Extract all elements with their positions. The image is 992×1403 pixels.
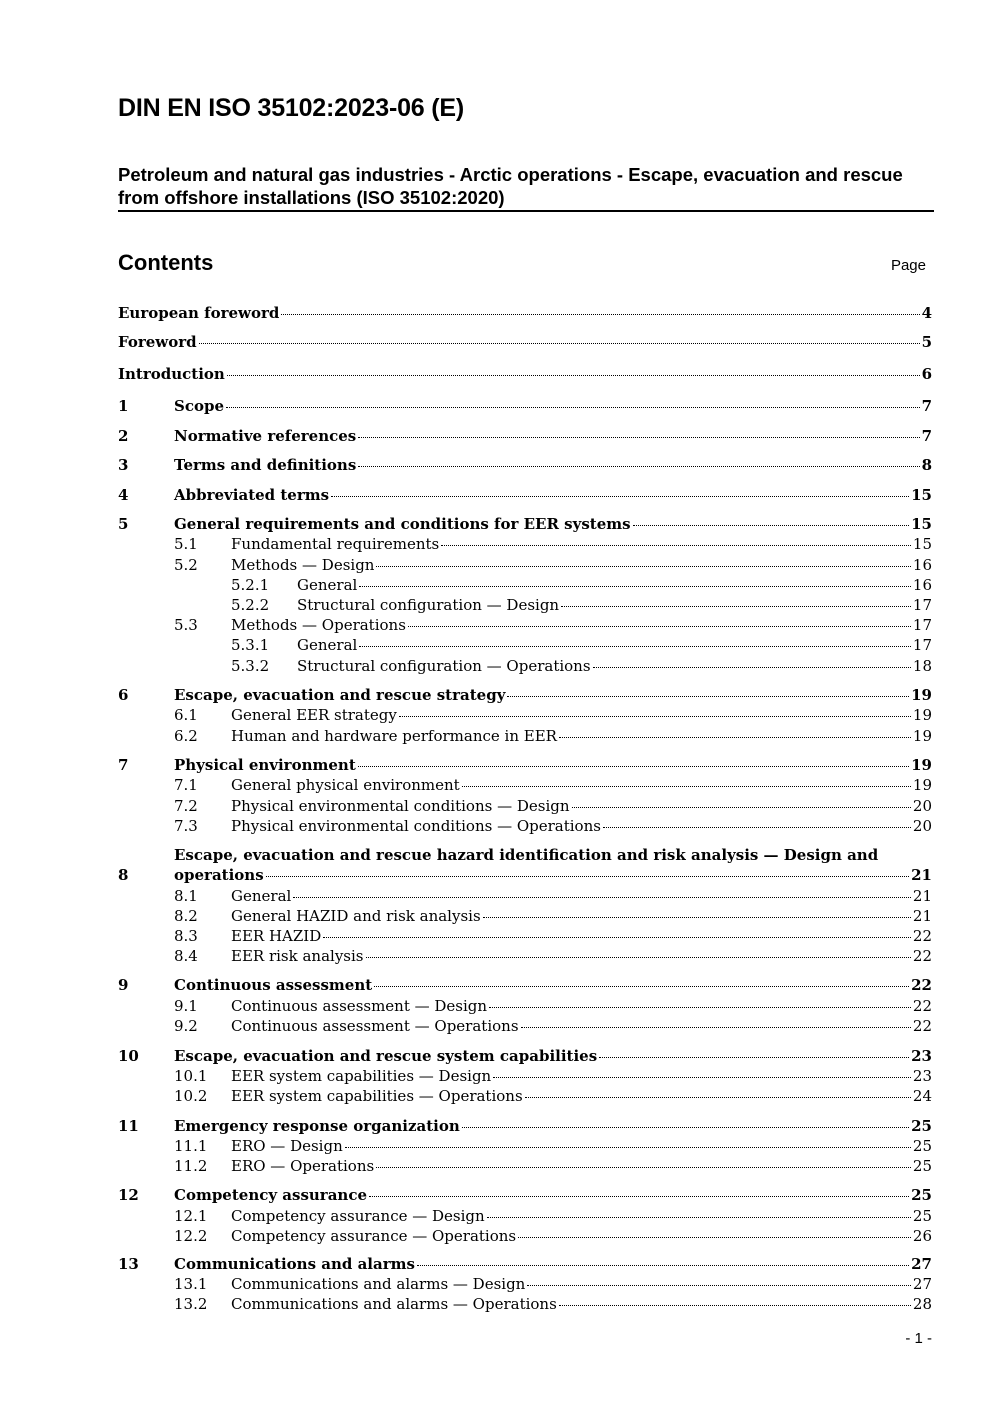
toc-dot-leader <box>376 566 910 567</box>
toc-page-number: 4 <box>921 304 932 322</box>
toc-page-number: 5 <box>921 333 932 351</box>
toc-page-number: 24 <box>912 1087 932 1105</box>
toc-dot-leader <box>323 937 911 938</box>
toc-entry[interactable] <box>118 656 932 676</box>
toc-page-number: 7 <box>921 427 932 445</box>
toc-dot-leader <box>462 1127 909 1128</box>
toc-section-number: 13.2 <box>174 1295 208 1313</box>
toc-entry[interactable] <box>118 332 932 352</box>
toc-page-number: 27 <box>912 1275 932 1293</box>
toc-section-number: 2 <box>118 427 129 445</box>
toc-dot-leader <box>358 466 919 467</box>
toc-entry[interactable] <box>118 705 932 725</box>
toc-section-title: General <box>297 576 358 594</box>
toc-page-number: 17 <box>912 636 932 654</box>
toc-section-title: ERO — Design <box>231 1137 343 1155</box>
toc-section-number: 7.2 <box>174 797 198 815</box>
toc-section-number: 9 <box>118 976 129 994</box>
page-number: - 1 - <box>905 1330 932 1347</box>
toc-dot-leader <box>199 343 920 344</box>
toc-section-title: Methods — Design <box>231 556 375 574</box>
toc-entry[interactable] <box>118 1116 932 1136</box>
toc-section-title: EER HAZID <box>231 927 322 945</box>
toc-dot-leader <box>374 986 909 987</box>
toc-entry[interactable] <box>118 796 932 816</box>
toc-section-title: General requirements and conditions for EER systems <box>174 515 631 533</box>
toc-dot-leader <box>226 407 920 408</box>
toc-section-number: 7.1 <box>174 776 198 794</box>
toc-section-number: 11.1 <box>174 1137 208 1155</box>
toc-page-number: 25 <box>911 1186 932 1204</box>
toc-dot-leader <box>345 1147 911 1148</box>
toc-section-title: General <box>297 636 358 654</box>
toc-section-number: 6.2 <box>174 727 198 745</box>
toc-entry[interactable] <box>118 865 932 885</box>
toc-section-title: Structural configuration — Design <box>297 596 560 614</box>
toc-section-number: 3 <box>118 456 129 474</box>
toc-section-number: 5.2.2 <box>231 596 270 614</box>
toc-page-number: 19 <box>912 706 932 724</box>
toc-entry[interactable] <box>118 906 932 926</box>
toc-section-title: Communications and alarms — Design <box>231 1275 526 1293</box>
toc-page-number: 27 <box>911 1255 932 1273</box>
toc-section-number: 10 <box>118 1047 139 1065</box>
toc-entry[interactable] <box>118 595 932 615</box>
toc-section-number: 11.2 <box>174 1157 208 1175</box>
toc-entry[interactable] <box>118 1066 932 1086</box>
toc-section-title: Scope <box>174 397 225 415</box>
toc-section-title: Methods — Operations <box>231 616 406 634</box>
toc-section-number: 7.3 <box>174 817 198 835</box>
toc-section-title: Physical environment <box>174 756 356 774</box>
toc-section-title: General EER strategy <box>231 706 397 724</box>
toc-entry[interactable] <box>118 685 932 705</box>
toc-entry[interactable] <box>118 886 932 906</box>
toc-page-number: 17 <box>912 616 932 634</box>
toc-page-number: 15 <box>911 515 932 533</box>
toc-dot-leader <box>483 917 911 918</box>
toc-entry-first-line: Escape, evacuation and rescue hazard identification and risk analysis — Design and <box>174 846 879 864</box>
toc-section-title: EER risk analysis <box>231 947 364 965</box>
toc-section-title: Communications and alarms <box>174 1255 415 1273</box>
toc-section-title: Continuous assessment — Operations <box>231 1017 519 1035</box>
toc-section-title: Introduction <box>118 365 225 383</box>
toc-entry[interactable] <box>118 1156 932 1176</box>
toc-page-number: 20 <box>912 797 932 815</box>
toc-entry[interactable] <box>118 426 932 446</box>
toc-page-number: 20 <box>912 817 932 835</box>
toc-section-number: 7 <box>118 756 129 774</box>
toc-dot-leader <box>462 786 911 787</box>
toc-section-number: 5.3 <box>174 616 198 634</box>
toc-page-number: 23 <box>911 1047 932 1065</box>
toc-dot-leader <box>376 1167 911 1168</box>
document-subtitle: Petroleum and natural gas industries - Arctic operations - Escape, evacuation and rescue from offshore installations (ISO 35102:2020) <box>118 164 903 208</box>
toc-section-number: 5.3.1 <box>231 636 270 654</box>
toc-section-number: 8.4 <box>174 947 198 965</box>
toc-dot-leader <box>525 1097 911 1098</box>
toc-entry[interactable] <box>118 1185 932 1205</box>
toc-page-number: 7 <box>921 397 932 415</box>
toc-entry[interactable] <box>118 996 932 1016</box>
toc-page-number: 22 <box>912 997 932 1015</box>
toc-dot-leader <box>359 586 911 587</box>
toc-entry[interactable] <box>118 1254 932 1274</box>
toc-section-title: Escape, evacuation and rescue system capabilities <box>174 1047 598 1065</box>
toc-page-number: 16 <box>912 556 932 574</box>
toc-entry[interactable] <box>118 726 932 746</box>
toc-dot-leader <box>518 1237 911 1238</box>
toc-entry[interactable] <box>118 1136 932 1156</box>
toc-section-title: Escape, evacuation and rescue strategy <box>174 686 506 704</box>
toc-section-number: 5.3.2 <box>231 657 270 675</box>
toc-dot-leader <box>599 1057 909 1058</box>
toc-dot-leader <box>487 1217 911 1218</box>
toc-section-number: 5.1 <box>174 535 198 553</box>
toc-section-title: Competency assurance — Design <box>231 1207 485 1225</box>
toc-entry[interactable] <box>118 1016 932 1036</box>
document-title: DIN EN ISO 35102:2023-06 (E) <box>118 94 464 122</box>
toc-section-number: 9.2 <box>174 1017 198 1035</box>
toc-section-number: 12 <box>118 1186 139 1204</box>
toc-entry[interactable] <box>118 1086 932 1106</box>
toc-section-number: 12.2 <box>174 1227 208 1245</box>
toc-section-number: 13 <box>118 1255 139 1273</box>
toc-entry[interactable] <box>118 485 932 505</box>
toc-section-title: EER system capabilities — Design <box>231 1067 492 1085</box>
toc-dot-leader <box>493 1077 911 1078</box>
toc-section-title: Normative references <box>174 427 357 445</box>
toc-dot-leader <box>603 827 911 828</box>
toc-page-number: 23 <box>912 1067 932 1085</box>
toc-section-title: Abbreviated terms <box>174 486 330 504</box>
toc-dot-leader <box>359 646 911 647</box>
toc-section-title: operations <box>174 866 264 884</box>
toc-page-number: 21 <box>911 866 932 884</box>
title-rule <box>118 210 934 212</box>
toc-section-number: 8.3 <box>174 927 198 945</box>
toc-dot-leader <box>561 606 911 607</box>
toc-section-title: Foreword <box>118 333 197 351</box>
toc-page-number: 22 <box>912 927 932 945</box>
toc-section-title: Competency assurance <box>174 1186 368 1204</box>
toc-section-title: Communications and alarms — Operations <box>231 1295 557 1313</box>
toc-page-number: 19 <box>911 756 932 774</box>
toc-dot-leader <box>266 876 909 877</box>
toc-page-number: 22 <box>911 976 932 994</box>
contents-heading: Contents <box>118 250 214 275</box>
toc-dot-leader <box>281 314 919 315</box>
toc-dot-leader <box>293 897 911 898</box>
toc-page-number: 25 <box>912 1157 932 1175</box>
toc-section-title: ERO — Operations <box>231 1157 375 1175</box>
toc-section-number: 8.1 <box>174 887 198 905</box>
toc-section-number: 5 <box>118 515 129 533</box>
toc-section-number: 6.1 <box>174 706 198 724</box>
toc-section-title: Emergency response organization <box>174 1117 460 1135</box>
toc-dot-leader <box>417 1265 909 1266</box>
toc-page-number: 22 <box>912 947 932 965</box>
toc-page-number: 17 <box>912 596 932 614</box>
toc-section-number: 11 <box>118 1117 139 1135</box>
toc-page-number: 15 <box>912 535 932 553</box>
toc-dot-leader <box>559 1305 911 1306</box>
toc-entry[interactable] <box>118 946 932 966</box>
toc-page-number: 6 <box>921 365 932 383</box>
toc-section-title: Physical environmental conditions — Design <box>231 797 570 815</box>
toc-entry[interactable] <box>118 555 932 575</box>
toc-section-title: Human and hardware performance in EER <box>231 727 557 745</box>
toc-entry[interactable] <box>118 514 932 534</box>
toc-section-title: General <box>231 887 292 905</box>
toc-section-number: 5.2.1 <box>231 576 270 594</box>
toc-entry[interactable] <box>118 455 932 475</box>
toc-page-number: 25 <box>912 1207 932 1225</box>
toc-dot-leader <box>572 807 911 808</box>
toc-dot-leader <box>489 1007 911 1008</box>
toc-section-number: 6 <box>118 686 129 704</box>
toc-section-title: Competency assurance — Operations <box>231 1227 517 1245</box>
toc-section-title: Physical environmental conditions — Operations <box>231 817 601 835</box>
toc-entry[interactable] <box>118 1294 932 1314</box>
toc-section-number: 4 <box>118 486 129 504</box>
toc-page-number: 25 <box>912 1137 932 1155</box>
toc-dot-leader <box>633 525 910 526</box>
toc-entry[interactable] <box>118 926 932 946</box>
page-column-label: Page <box>890 257 926 274</box>
toc-section-title: Fundamental requirements <box>231 535 440 553</box>
toc-section-title: European foreword <box>118 304 280 322</box>
toc-page-number: 15 <box>911 486 932 504</box>
toc-section-title: General HAZID and risk analysis <box>231 907 481 925</box>
toc-dot-leader <box>408 626 911 627</box>
toc-dot-leader <box>593 667 911 668</box>
toc-dot-leader <box>358 437 919 438</box>
toc-page-number: 19 <box>912 776 932 794</box>
toc-page-number: 8 <box>921 456 932 474</box>
toc-section-number: 10.2 <box>174 1087 208 1105</box>
toc-page-number: 19 <box>911 686 932 704</box>
toc-dot-leader <box>399 716 911 717</box>
toc-dot-leader <box>507 696 909 697</box>
toc-entry[interactable] <box>118 364 932 384</box>
toc-entry[interactable] <box>118 775 932 795</box>
toc-entry[interactable] <box>118 534 932 554</box>
toc-entry[interactable] <box>118 975 932 995</box>
toc-section-number: 9.1 <box>174 997 198 1015</box>
toc-section-number: 8.2 <box>174 907 198 925</box>
toc-page-number: 28 <box>912 1295 932 1313</box>
toc-dot-leader <box>521 1027 911 1028</box>
toc-entry[interactable] <box>118 575 932 595</box>
toc-entry[interactable] <box>118 755 932 775</box>
toc-page-number: 21 <box>912 907 932 925</box>
toc-section-title: General physical environment <box>231 776 460 794</box>
toc-page-number: 22 <box>912 1017 932 1035</box>
toc-section-number: 10.1 <box>174 1067 208 1085</box>
toc-entry[interactable] <box>118 303 932 323</box>
toc-page-number: 16 <box>912 576 932 594</box>
toc-section-number: 5.2 <box>174 556 198 574</box>
toc-entry[interactable] <box>118 1274 932 1294</box>
toc-entry[interactable] <box>118 615 932 635</box>
toc-section-number: 8 <box>118 866 129 884</box>
toc-section-title: Continuous assessment — Design <box>231 997 488 1015</box>
toc-dot-leader <box>366 957 911 958</box>
toc-dot-leader <box>441 545 911 546</box>
toc-dot-leader <box>559 737 911 738</box>
toc-dot-leader <box>227 375 920 376</box>
toc-section-number: 13.1 <box>174 1275 208 1293</box>
toc-section-number: 12.1 <box>174 1207 208 1225</box>
toc-section-number: 1 <box>118 397 129 415</box>
toc-page-number: 26 <box>912 1227 932 1245</box>
toc-entry[interactable] <box>118 1226 932 1246</box>
toc-entry[interactable] <box>118 1046 932 1066</box>
toc-section-title: Structural configuration — Operations <box>297 657 591 675</box>
toc-dot-leader <box>527 1285 911 1286</box>
toc-dot-leader <box>369 1196 909 1197</box>
toc-entry[interactable] <box>118 816 932 836</box>
toc-entry[interactable] <box>118 635 932 655</box>
toc-section-title: EER system capabilities — Operations <box>231 1087 523 1105</box>
toc-entry[interactable] <box>118 1206 932 1226</box>
toc-page-number: 25 <box>911 1117 932 1135</box>
toc-section-title: Continuous assessment <box>174 976 373 994</box>
toc-section-title: Terms and definitions <box>174 456 357 474</box>
toc-dot-leader <box>331 496 909 497</box>
toc-entry[interactable] <box>118 396 932 416</box>
toc-page-number: 21 <box>912 887 932 905</box>
toc-page-number: 18 <box>912 657 932 675</box>
toc-page-number: 19 <box>912 727 932 745</box>
toc-dot-leader <box>358 766 909 767</box>
